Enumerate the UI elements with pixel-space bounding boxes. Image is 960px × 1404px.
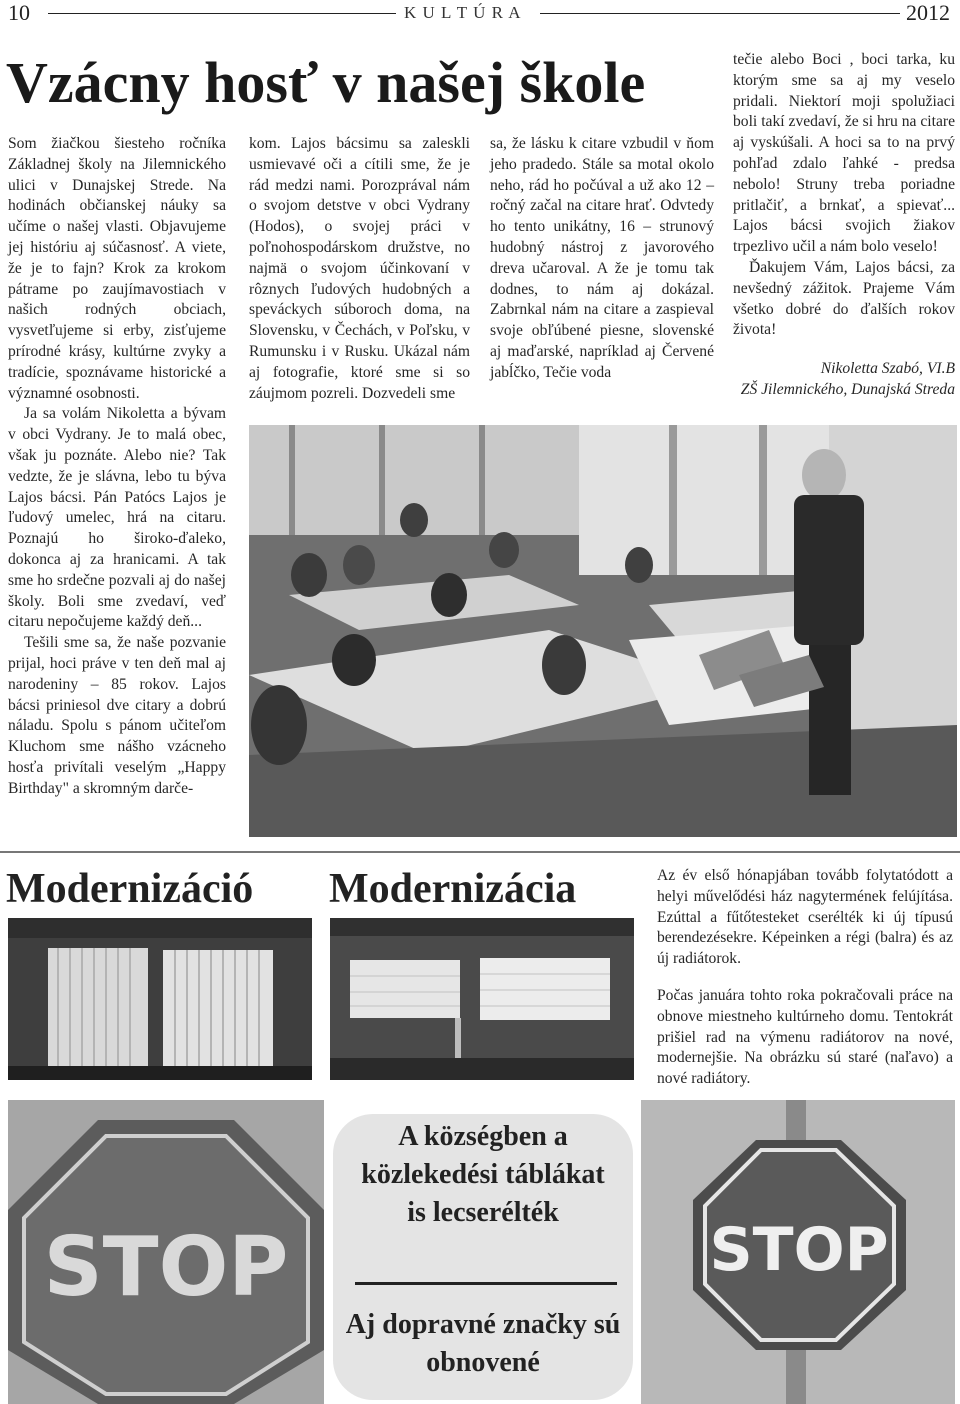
paragraph: tečie alebo Boci , boci tarka, ku ktorým sme sa aj my veselo pridali. Niektorí moji spolužiaci boli takí zvedaví, že si hru na citare aj vyskúšali. A hoci sa to na prvý pohľad zdalo ľahké - predsa nebolo! Struny treba poriadne pritlačiť, a brnkať, a spievať... Lajos bácsi svojich žiakov trpezlivo učil a nám bolo veselo! (733, 51, 955, 256)
modernization-title-hu: Modernizáció (6, 866, 254, 912)
new-stop-sign-text: STOP (709, 1215, 889, 1285)
header-rule-right (540, 13, 900, 14)
old-stop-sign-text: STOP (43, 1220, 289, 1315)
paragraph: Ja sa volám Nikoletta a bývam v obci Vydrany. Je to malá obec, však ju poznáte. Alebo nie? Tak vedzte, že je slávna, lebo tu býva Lajos bácsi. Pán Patócs Lajos je ľudový umelec, hrá na citaru. Poznajú ho široko-ďaleko, dokonca aj za hranicami. A tak sme ho srdečne pozvali aj do našej školy. Boli sme zvedaví, veď citaru nepočujeme každý deň... (8, 405, 226, 631)
paragraph: kom. Lajos bácsimu sa zaleskli usmievavé oči a cítili sme, že je rád medzi nami. Porozprával nám o svojom detstve v obci Vydrany (Hodos), o svojej práci v poľnohospodárskom družstve, no najmä o svojom účinkovaní v rôznych ľudových hudobných a speváckych súboroch doma, na Slovensku, v Čechách, v Poľsku, v Rumunsku i v Rusku. Ukázal nám aj fotografie, ktoré sme si so záujmom pozreli. Dozvedeli sme (249, 135, 470, 402)
header-rule-left (48, 13, 396, 14)
signs-title-sk: Aj dopravné značky sú obnovené (345, 1309, 621, 1378)
old-radiator-photo (8, 918, 312, 1080)
page-number: 10 (8, 0, 30, 25)
author-name: Nikoletta Szabó, VI.B (820, 360, 955, 378)
new-stop-sign-photo (641, 1100, 955, 1404)
classroom-photo (249, 425, 957, 837)
article-column-1 (8, 134, 226, 800)
modernization-title-sk: Modernizácia (329, 866, 577, 912)
article-column-3 (490, 134, 714, 384)
paragraph: Tešili sme sa, že naše pozvanie prijal, hoci práve v ten deň mal aj narodeniny – 85 rokov. Lajos bácsi priniesol dve citary a dobrú náladu. Spolu s pánom učiteľom Kluchom sme nášho vzácneho hosťa privítali veselým „Happy Birthday" a skromným darče- (8, 634, 226, 797)
paragraph: Som žiačkou šiesteho ročníka Základnej školy na Jilemnického ulici v Dunajskej Strede. Na hodinách občianskej náuky sa učíme o našej vlasti. Objavujeme jej históriu aj súčasnosť. A viete, že je to fajn? Krok za krokom pátrame po zaujímavostiach v našich rodných obciach, vysvetľujeme si erby, zisťujeme prírodné krásy, kultúrne zvyky a tradície, spoznávame historické a významné osobnosti. (8, 135, 226, 402)
section-divider (0, 851, 960, 853)
article-title: Vzácny hosť v našej škole (6, 50, 646, 115)
paragraph: Ďakujem Vám, Lajos bácsi, za nevšedný zážitok. Prajeme Vám všetko dobré do ďalších rokov života! (733, 258, 955, 339)
article-column-2 (249, 134, 470, 404)
modernization-caption-sk: Počas januára tohto roka pokračovali práce na obnove miestneho kultúrneho domu. Tentokrát prišiel rad na výmenu radiátorov na nové, modernejšie. Na obrázku sú staré (naľavo) a nové radiátory. (657, 987, 953, 1088)
author-school: ZŠ Jilemnického, Dunajská Streda (740, 380, 955, 398)
new-radiator-photo (330, 918, 634, 1080)
signs-title-hu: A községben a közlekedési táblákat is lecserélték (361, 1121, 605, 1228)
article-column-4 (733, 50, 955, 401)
modernization-caption-hu: Az év első hónapjában tovább folytatódott a helyi művelődési ház nagytermének felújítása. Ezúttal a fűtőtesteket cserélték ki új típusú berendezésekre. Képeinken a régi (balra) és az új radiátorok. (657, 867, 953, 968)
signs-title-divider (355, 1282, 617, 1285)
paragraph: sa, že lásku k citare vzbudil v ňom jeho pradedo. Stále sa motal okolo neho, rád ho počúval a už ako 12 – ročný začal na citare hrať. Odvtedy ho tento unikátny, 16 – strunový hudobný nástroj z javorového dreva učaroval. A že je tomu tak dodnes, to nám aj dokázal. Zabrnkal nám na citare a zaspieval svoje obľúbené piesne, slovenské aj maďarské, napríklad aj Červené jabĺčko, Tečie voda (490, 135, 714, 381)
old-stop-sign-photo (8, 1100, 324, 1404)
year: 2012 (906, 0, 950, 25)
section-name: K U L T Ú R A (404, 3, 522, 22)
